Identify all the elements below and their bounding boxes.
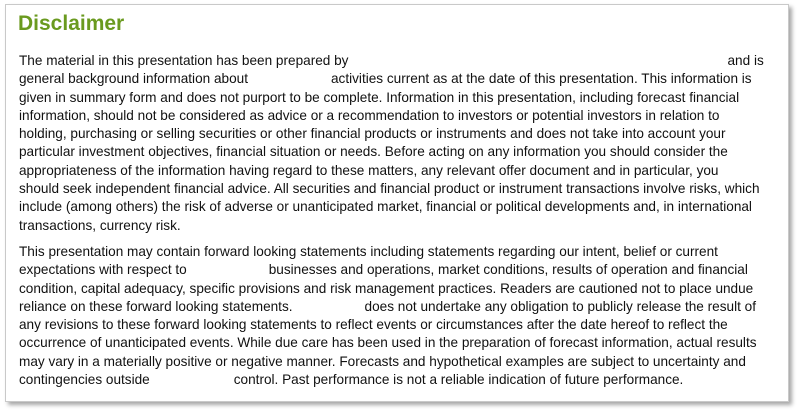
text-line: should seek independent financial advice. All securities and financial product or instrument transactions involve risks, which xyxy=(19,181,760,197)
disclaimer-slide xyxy=(5,4,789,402)
text-line: include (among others) the risk of adverse or unanticipated market, financial or political developments and, in international xyxy=(19,199,752,215)
text-line: appropriateness of the information having regard to these matters, any relevant offer document and in particular, you xyxy=(19,162,719,178)
text-line: general background information about activities current as at the date of this presentation. This information is xyxy=(19,71,752,87)
text-line: transactions, currency risk. xyxy=(19,217,181,233)
page-title: Disclaimer xyxy=(18,12,125,35)
disclaimer-paragraph-general xyxy=(19,52,764,235)
text-line: reliance on these forward looking statements. does not undertake any obligation to publicly release the result of xyxy=(19,298,756,314)
text-line: holding, purchasing or selling securities or other financial products or instruments and does not take into account your xyxy=(19,126,726,142)
text-line: any revisions to these forward looking statements to reflect events or circumstances after the date hereof to reflect the xyxy=(19,317,728,333)
text-line: This presentation may contain forward looking statements including statements regarding our intent, belief or current xyxy=(19,244,718,259)
text-line: information, should not be considered as advice or a recommendation to investors or potential investors in relation to xyxy=(19,107,720,123)
text-line: given in summary form and does not purport to be complete. Information in this presentation, including forecast financial xyxy=(19,89,740,105)
disclaimer-paragraph-forward-looking xyxy=(19,243,757,389)
text-line: particular investment objectives, financial situation or needs. Before acting on any information you should consider the xyxy=(19,144,728,160)
text-line: The material in this presentation has been prepared by and is xyxy=(19,53,764,68)
text-line: contingencies outside control. Past performance is not a reliable indication of future performance. xyxy=(19,372,684,388)
text-line: may vary in a materially positive or negative manner. Forecasts and hypothetical examples are subject to uncertainty and xyxy=(19,353,746,369)
text-line: condition, capital adequacy, specific provisions and risk management practices. Readers are cautioned not to place undue xyxy=(19,280,754,296)
text-line: occurrence of unanticipated events. While due care has been used in the preparation of forecast information, actual results xyxy=(19,335,757,351)
text-line: expectations with respect to businesses and operations, market conditions, results of operation and financial xyxy=(19,262,748,278)
